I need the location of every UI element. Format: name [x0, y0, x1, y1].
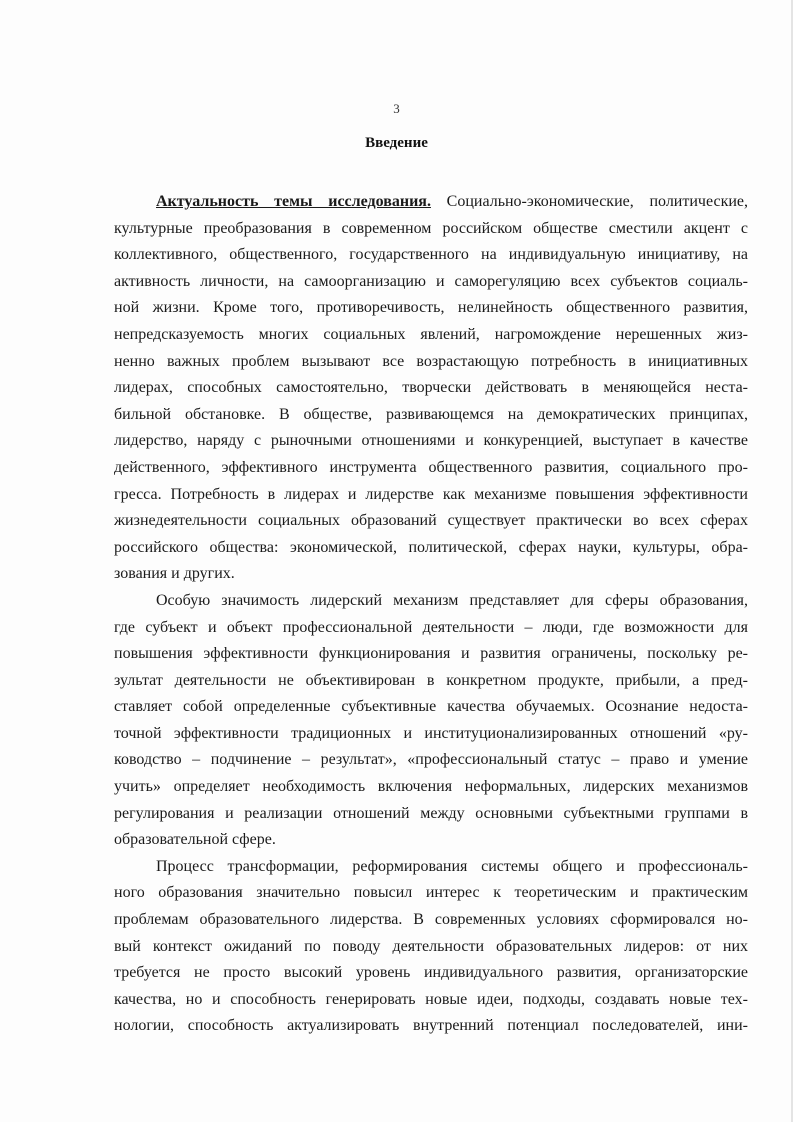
- text-line: вый контекст ожиданий по поводу деятельности образовательных лидеров: от них: [114, 937, 748, 955]
- text-line: проблемам образовательного лидерства. В современных условиях сформировался но-: [114, 911, 748, 929]
- section-title: Введение: [365, 135, 428, 151]
- text-line: ного образования значительно повысил интерес к теоретическим и практическим: [114, 884, 748, 902]
- text-line: учить» определяет необходимость включения неформальных, лидерских механизмов: [114, 778, 748, 796]
- body-text: [114, 189, 748, 1040]
- text-line: гресса. Потребность в лидерах и лидерстве как механизме повышения эффективности: [114, 485, 748, 503]
- text-line: непредсказуемость многих социальных явлений, нагромождение нерешенных жиз-: [114, 325, 748, 343]
- text-line: российского общества: экономической, политической, сферах науки, культуры, обра-: [114, 538, 748, 556]
- text-line: требуется не просто высокий уровень индивидуального развития, организаторские: [114, 964, 748, 982]
- text-line: ставляет собой определенные субъективные качества обучаемых. Осознание недоста-: [114, 698, 748, 716]
- text-line: культурные преобразования в современном российском обществе сместили акцент с: [114, 219, 748, 237]
- text-line: действенного, эффективного инструмента общественного развития, социального про-: [114, 458, 748, 476]
- text-line: Процесс трансформации, реформирования системы общего и профессиональ-: [156, 857, 748, 875]
- text-line: качества, но и способность генерировать новые идеи, подходы, создавать новые тех-: [114, 990, 748, 1008]
- paragraph-lead-heading: Актуальность темы исследования.: [156, 193, 431, 210]
- text-line: ной жизни. Кроме того, противоречивость, нелинейность общественного развития,: [114, 299, 748, 317]
- text-line: активность личности, на самоорганизацию и саморегуляцию всех субъектов социаль-: [114, 272, 748, 290]
- text-line: нологии, способность актуализировать внутренний потенциал последователей, ини-: [114, 1017, 748, 1035]
- page-number: 3: [393, 101, 400, 116]
- text-line: Социально-экономические, политические,: [430, 193, 748, 210]
- text-line: ненно важных проблем вызывают все возрастающую потребность в инициативных: [114, 352, 748, 370]
- text-line: зультат деятельности не объективирован в конкретном продукте, прибыли, а пред-: [114, 671, 748, 689]
- text-line: образовательной сфере.: [114, 831, 276, 849]
- text-line: жизнедеятельности социальных образований существует практически во всех сферах: [114, 512, 748, 530]
- text-line: лидерство, наряду с рыночными отношениями и конкуренцией, выступает в качестве: [114, 432, 748, 450]
- text-line: ководство – подчинение – результат», «профессиональный статус – право и умение: [114, 751, 748, 769]
- text-line: повышения эффективности функционирования и развития ограничены, поскольку ре-: [114, 645, 748, 663]
- paragraph-1-line-1: [114, 189, 748, 216]
- text-line: бильной обстановке. В обществе, развивающемся на демократических принципах,: [114, 405, 748, 423]
- text-line: где субъект и объект профессиональной деятельности – люди, где возможности для: [114, 618, 748, 636]
- text-line: лидерах, способных самостоятельно, творчески действовать в меняющейся неста-: [114, 379, 748, 397]
- text-line: регулирования и реализации отношений между основными субъектными группами в: [114, 804, 748, 822]
- text-line: Особую значимость лидерский механизм представляет для сферы образования,: [156, 591, 748, 609]
- text-line: зования и других.: [114, 565, 235, 583]
- text-line: коллективного, общественного, государственного на индивидуальную инициативу, на: [114, 246, 748, 264]
- text-line: точной эффективности традиционных и институционализированных отношений «ру-: [114, 724, 748, 742]
